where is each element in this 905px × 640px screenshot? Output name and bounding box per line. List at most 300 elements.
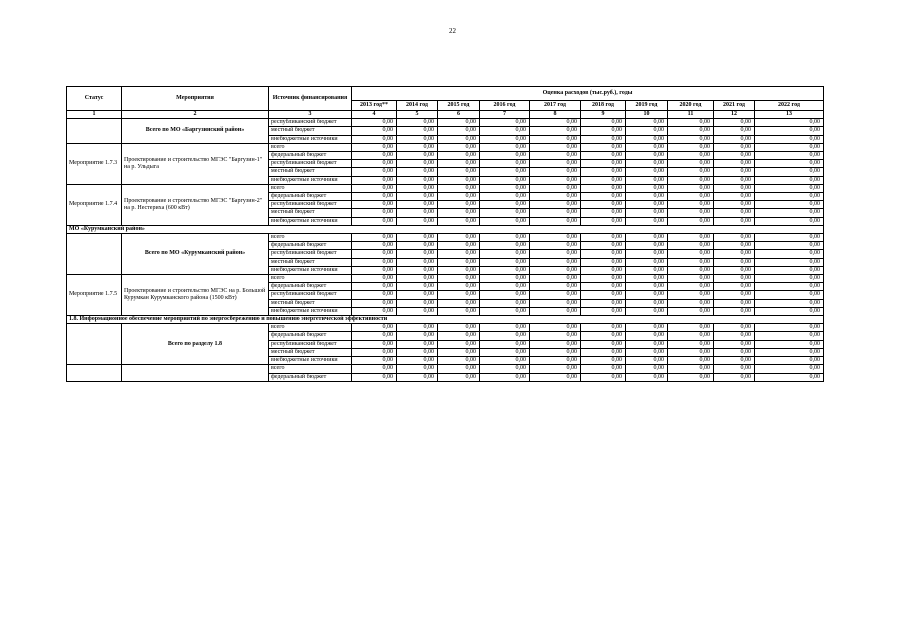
value-cell: 0,00 [714, 152, 755, 160]
column-number: 2 [122, 111, 269, 119]
value-cell: 0,00 [352, 332, 397, 340]
value-cell: 0,00 [530, 176, 581, 184]
value-cell: 0,00 [668, 348, 714, 356]
value-cell: 0,00 [438, 234, 480, 242]
value-cell: 0,00 [581, 217, 626, 225]
source-cell: республиканский бюджет [269, 250, 352, 258]
value-cell: 0,00 [480, 217, 530, 225]
value-cell: 0,00 [480, 258, 530, 266]
header-year: 2021 год [714, 101, 755, 111]
value-cell: 0,00 [397, 242, 438, 250]
activity-cell: Всего по МО «Курумканский район» [122, 234, 269, 275]
value-cell: 0,00 [352, 184, 397, 192]
column-number: 4 [352, 111, 397, 119]
value-cell: 0,00 [480, 348, 530, 356]
source-cell: внебюджетные источники [269, 307, 352, 315]
value-cell: 0,00 [714, 201, 755, 209]
value-cell: 0,00 [668, 365, 714, 373]
value-cell: 0,00 [755, 176, 824, 184]
value-cell: 0,00 [352, 348, 397, 356]
source-cell: местный бюджет [269, 127, 352, 135]
value-cell: 0,00 [397, 283, 438, 291]
header-year: 2019 год [626, 101, 668, 111]
value-cell: 0,00 [668, 217, 714, 225]
value-cell: 0,00 [438, 160, 480, 168]
value-cell: 0,00 [480, 357, 530, 365]
value-cell: 0,00 [755, 348, 824, 356]
value-cell: 0,00 [626, 176, 668, 184]
value-cell: 0,00 [581, 242, 626, 250]
value-cell: 0,00 [755, 357, 824, 365]
column-number: 13 [755, 111, 824, 119]
value-cell: 0,00 [480, 135, 530, 143]
value-cell: 0,00 [581, 307, 626, 315]
status-cell [67, 234, 122, 275]
column-number: 12 [714, 111, 755, 119]
value-cell: 0,00 [352, 242, 397, 250]
value-cell: 0,00 [438, 217, 480, 225]
value-cell: 0,00 [480, 176, 530, 184]
value-cell: 0,00 [397, 258, 438, 266]
value-cell: 0,00 [714, 275, 755, 283]
column-number: 3 [269, 111, 352, 119]
header-source: Источник финансирования [269, 87, 352, 111]
activity-cell: Проектирование и строительство МГЭС на р. Большой Курумкан Курумканского района (1500 кВт) [122, 275, 269, 316]
value-cell: 0,00 [352, 201, 397, 209]
value-cell: 0,00 [352, 152, 397, 160]
value-cell: 0,00 [581, 209, 626, 217]
value-cell: 0,00 [668, 152, 714, 160]
value-cell: 0,00 [480, 373, 530, 381]
value-cell: 0,00 [480, 307, 530, 315]
value-cell: 0,00 [626, 217, 668, 225]
value-cell: 0,00 [626, 209, 668, 217]
value-cell: 0,00 [530, 209, 581, 217]
value-cell: 0,00 [530, 258, 581, 266]
value-cell: 0,00 [714, 143, 755, 151]
value-cell: 0,00 [714, 119, 755, 127]
value-cell: 0,00 [581, 275, 626, 283]
value-cell: 0,00 [581, 127, 626, 135]
value-cell: 0,00 [530, 135, 581, 143]
source-cell: республиканский бюджет [269, 160, 352, 168]
value-cell: 0,00 [480, 299, 530, 307]
value-cell: 0,00 [626, 291, 668, 299]
value-cell: 0,00 [397, 324, 438, 332]
value-cell: 0,00 [668, 307, 714, 315]
section-row [67, 225, 824, 233]
value-cell: 0,00 [352, 135, 397, 143]
value-cell: 0,00 [352, 250, 397, 258]
value-cell: 0,00 [755, 143, 824, 151]
source-cell: федеральный бюджет [269, 373, 352, 381]
value-cell: 0,00 [480, 209, 530, 217]
value-cell: 0,00 [480, 365, 530, 373]
value-cell: 0,00 [755, 299, 824, 307]
value-cell: 0,00 [480, 324, 530, 332]
table-row [67, 365, 824, 373]
value-cell: 0,00 [352, 266, 397, 274]
value-cell: 0,00 [581, 299, 626, 307]
value-cell: 0,00 [352, 373, 397, 381]
value-cell: 0,00 [352, 217, 397, 225]
value-cell: 0,00 [352, 209, 397, 217]
value-cell: 0,00 [668, 168, 714, 176]
source-cell: всего [269, 275, 352, 283]
source-cell: внебюджетные источники [269, 176, 352, 184]
value-cell: 0,00 [480, 127, 530, 135]
value-cell: 0,00 [755, 217, 824, 225]
value-cell: 0,00 [438, 340, 480, 348]
value-cell: 0,00 [530, 193, 581, 201]
value-cell: 0,00 [581, 168, 626, 176]
value-cell: 0,00 [626, 168, 668, 176]
value-cell: 0,00 [352, 176, 397, 184]
value-cell: 0,00 [397, 266, 438, 274]
status-cell [67, 324, 122, 365]
value-cell: 0,00 [397, 143, 438, 151]
value-cell: 0,00 [397, 250, 438, 258]
value-cell: 0,00 [530, 234, 581, 242]
value-cell: 0,00 [530, 152, 581, 160]
column-number: 7 [480, 111, 530, 119]
value-cell: 0,00 [581, 135, 626, 143]
table-row [67, 324, 824, 332]
value-cell: 0,00 [480, 250, 530, 258]
source-cell: республиканский бюджет [269, 340, 352, 348]
header-year: 2018 год [581, 101, 626, 111]
value-cell: 0,00 [352, 324, 397, 332]
value-cell: 0,00 [714, 348, 755, 356]
status-cell [67, 119, 122, 144]
value-cell: 0,00 [397, 299, 438, 307]
value-cell: 0,00 [714, 209, 755, 217]
value-cell: 0,00 [626, 299, 668, 307]
value-cell: 0,00 [755, 275, 824, 283]
value-cell: 0,00 [755, 201, 824, 209]
value-cell: 0,00 [530, 291, 581, 299]
value-cell: 0,00 [714, 250, 755, 258]
value-cell: 0,00 [438, 184, 480, 192]
value-cell: 0,00 [438, 283, 480, 291]
value-cell: 0,00 [530, 201, 581, 209]
source-cell: республиканский бюджет [269, 291, 352, 299]
value-cell: 0,00 [626, 258, 668, 266]
value-cell: 0,00 [397, 234, 438, 242]
value-cell: 0,00 [438, 119, 480, 127]
column-number: 6 [438, 111, 480, 119]
value-cell: 0,00 [438, 299, 480, 307]
value-cell: 0,00 [530, 168, 581, 176]
value-cell: 0,00 [714, 307, 755, 315]
value-cell: 0,00 [755, 168, 824, 176]
source-cell: федеральный бюджет [269, 283, 352, 291]
value-cell: 0,00 [668, 193, 714, 201]
value-cell: 0,00 [581, 348, 626, 356]
value-cell: 0,00 [530, 340, 581, 348]
value-cell: 0,00 [530, 365, 581, 373]
budget-table-wrapper [66, 86, 823, 382]
value-cell: 0,00 [352, 291, 397, 299]
value-cell: 0,00 [755, 324, 824, 332]
value-cell: 0,00 [480, 160, 530, 168]
value-cell: 0,00 [352, 307, 397, 315]
value-cell: 0,00 [352, 299, 397, 307]
value-cell: 0,00 [714, 332, 755, 340]
value-cell: 0,00 [668, 258, 714, 266]
value-cell: 0,00 [626, 143, 668, 151]
value-cell: 0,00 [352, 143, 397, 151]
value-cell: 0,00 [668, 250, 714, 258]
value-cell: 0,00 [581, 234, 626, 242]
value-cell: 0,00 [530, 217, 581, 225]
column-number: 9 [581, 111, 626, 119]
budget-table [66, 86, 824, 382]
value-cell: 0,00 [755, 234, 824, 242]
value-cell: 0,00 [480, 152, 530, 160]
value-cell: 0,00 [397, 127, 438, 135]
value-cell: 0,00 [438, 365, 480, 373]
value-cell: 0,00 [714, 135, 755, 143]
value-cell: 0,00 [352, 168, 397, 176]
value-cell: 0,00 [581, 291, 626, 299]
column-number: 11 [668, 111, 714, 119]
value-cell: 0,00 [626, 283, 668, 291]
value-cell: 0,00 [668, 291, 714, 299]
source-cell: внебюджетные источники [269, 135, 352, 143]
value-cell: 0,00 [581, 283, 626, 291]
value-cell: 0,00 [626, 193, 668, 201]
value-cell: 0,00 [581, 193, 626, 201]
value-cell: 0,00 [352, 340, 397, 348]
value-cell: 0,00 [581, 258, 626, 266]
value-cell: 0,00 [755, 250, 824, 258]
source-cell: всего [269, 143, 352, 151]
value-cell: 0,00 [397, 348, 438, 356]
section-title: МО «Курумканский район» [67, 225, 824, 233]
value-cell: 0,00 [755, 373, 824, 381]
value-cell: 0,00 [438, 250, 480, 258]
value-cell: 0,00 [438, 307, 480, 315]
value-cell: 0,00 [581, 152, 626, 160]
value-cell: 0,00 [668, 119, 714, 127]
value-cell: 0,00 [668, 135, 714, 143]
value-cell: 0,00 [397, 217, 438, 225]
value-cell: 0,00 [438, 357, 480, 365]
value-cell: 0,00 [755, 258, 824, 266]
value-cell: 0,00 [581, 357, 626, 365]
source-cell: федеральный бюджет [269, 242, 352, 250]
value-cell: 0,00 [581, 119, 626, 127]
header-year: 2015 год [438, 101, 480, 111]
value-cell: 0,00 [480, 332, 530, 340]
value-cell: 0,00 [530, 184, 581, 192]
value-cell: 0,00 [626, 365, 668, 373]
source-cell: местный бюджет [269, 209, 352, 217]
value-cell: 0,00 [714, 266, 755, 274]
value-cell: 0,00 [397, 201, 438, 209]
column-number-row [67, 111, 824, 119]
value-cell: 0,00 [438, 291, 480, 299]
value-cell: 0,00 [581, 365, 626, 373]
value-cell: 0,00 [397, 373, 438, 381]
value-cell: 0,00 [352, 357, 397, 365]
value-cell: 0,00 [480, 201, 530, 209]
source-cell: всего [269, 184, 352, 192]
value-cell: 0,00 [755, 332, 824, 340]
value-cell: 0,00 [397, 135, 438, 143]
value-cell: 0,00 [352, 193, 397, 201]
value-cell: 0,00 [755, 209, 824, 217]
value-cell: 0,00 [397, 275, 438, 283]
value-cell: 0,00 [714, 357, 755, 365]
value-cell: 0,00 [714, 258, 755, 266]
value-cell: 0,00 [581, 184, 626, 192]
source-cell: внебюджетные источники [269, 266, 352, 274]
value-cell: 0,00 [714, 291, 755, 299]
value-cell: 0,00 [438, 193, 480, 201]
status-cell: Мероприятие 1.7.5 [67, 275, 122, 316]
table-row [67, 234, 824, 242]
value-cell: 0,00 [530, 357, 581, 365]
value-cell: 0,00 [438, 348, 480, 356]
value-cell: 0,00 [668, 143, 714, 151]
value-cell: 0,00 [397, 160, 438, 168]
value-cell: 0,00 [755, 119, 824, 127]
value-cell: 0,00 [438, 152, 480, 160]
value-cell: 0,00 [352, 234, 397, 242]
value-cell: 0,00 [530, 307, 581, 315]
value-cell: 0,00 [480, 234, 530, 242]
value-cell: 0,00 [755, 184, 824, 192]
value-cell: 0,00 [581, 201, 626, 209]
value-cell: 0,00 [626, 127, 668, 135]
value-cell: 0,00 [668, 127, 714, 135]
value-cell: 0,00 [530, 332, 581, 340]
value-cell: 0,00 [530, 143, 581, 151]
value-cell: 0,00 [352, 119, 397, 127]
column-number: 1 [67, 111, 122, 119]
value-cell: 0,00 [668, 209, 714, 217]
value-cell: 0,00 [397, 209, 438, 217]
value-cell: 0,00 [397, 119, 438, 127]
activity-cell: Проектирование и строительство МГЭС "Баргузин-1" на р. Ульдыга [122, 143, 269, 184]
value-cell: 0,00 [668, 275, 714, 283]
source-cell: местный бюджет [269, 258, 352, 266]
value-cell: 0,00 [352, 365, 397, 373]
value-cell: 0,00 [397, 365, 438, 373]
value-cell: 0,00 [626, 373, 668, 381]
value-cell: 0,00 [530, 127, 581, 135]
value-cell: 0,00 [397, 307, 438, 315]
value-cell: 0,00 [480, 340, 530, 348]
source-cell: всего [269, 234, 352, 242]
value-cell: 0,00 [626, 184, 668, 192]
value-cell: 0,00 [714, 283, 755, 291]
value-cell: 0,00 [755, 242, 824, 250]
value-cell: 0,00 [714, 193, 755, 201]
value-cell: 0,00 [755, 365, 824, 373]
value-cell: 0,00 [668, 373, 714, 381]
source-cell: всего [269, 324, 352, 332]
value-cell: 0,00 [626, 332, 668, 340]
table-row [67, 184, 824, 192]
header-year: 2013 год** [352, 101, 397, 111]
value-cell: 0,00 [755, 291, 824, 299]
value-cell: 0,00 [668, 324, 714, 332]
value-cell: 0,00 [352, 258, 397, 266]
value-cell: 0,00 [714, 127, 755, 135]
value-cell: 0,00 [755, 283, 824, 291]
value-cell: 0,00 [438, 201, 480, 209]
source-cell: федеральный бюджет [269, 332, 352, 340]
source-cell: республиканский бюджет [269, 119, 352, 127]
value-cell: 0,00 [530, 160, 581, 168]
value-cell: 0,00 [530, 119, 581, 127]
value-cell: 0,00 [438, 135, 480, 143]
value-cell: 0,00 [626, 357, 668, 365]
value-cell: 0,00 [626, 201, 668, 209]
value-cell: 0,00 [397, 184, 438, 192]
table-row [67, 119, 824, 127]
value-cell: 0,00 [755, 340, 824, 348]
value-cell: 0,00 [668, 184, 714, 192]
value-cell: 0,00 [438, 176, 480, 184]
header-year: 2022 год [755, 101, 824, 111]
source-cell: федеральный бюджет [269, 193, 352, 201]
value-cell: 0,00 [530, 242, 581, 250]
value-cell: 0,00 [581, 340, 626, 348]
table-body [67, 119, 824, 382]
value-cell: 0,00 [755, 266, 824, 274]
source-cell: местный бюджет [269, 348, 352, 356]
value-cell: 0,00 [397, 176, 438, 184]
value-cell: 0,00 [352, 275, 397, 283]
value-cell: 0,00 [668, 266, 714, 274]
value-cell: 0,00 [626, 324, 668, 332]
value-cell: 0,00 [480, 193, 530, 201]
value-cell: 0,00 [397, 357, 438, 365]
value-cell: 0,00 [480, 275, 530, 283]
source-cell: всего [269, 365, 352, 373]
value-cell: 0,00 [668, 357, 714, 365]
value-cell: 0,00 [397, 332, 438, 340]
value-cell: 0,00 [397, 168, 438, 176]
value-cell: 0,00 [626, 250, 668, 258]
status-cell: Мероприятие 1.7.3 [67, 143, 122, 184]
value-cell: 0,00 [714, 324, 755, 332]
value-cell: 0,00 [530, 283, 581, 291]
value-cell: 0,00 [397, 291, 438, 299]
value-cell: 0,00 [530, 324, 581, 332]
value-cell: 0,00 [626, 340, 668, 348]
header-status: Статус [67, 87, 122, 111]
value-cell: 0,00 [480, 291, 530, 299]
value-cell: 0,00 [480, 168, 530, 176]
header-estimate: Оценка расходов (тыс.руб.), годы [352, 87, 824, 101]
activity-cell: Всего по разделу 1.8 [122, 324, 269, 365]
value-cell: 0,00 [626, 266, 668, 274]
value-cell: 0,00 [626, 119, 668, 127]
status-cell: Мероприятие 1.7.4 [67, 184, 122, 225]
activity-cell: Всего по МО «Баргузинский район» [122, 119, 269, 144]
value-cell: 0,00 [397, 152, 438, 160]
header-year: 2020 год [668, 101, 714, 111]
value-cell: 0,00 [397, 340, 438, 348]
value-cell: 0,00 [714, 168, 755, 176]
value-cell: 0,00 [626, 242, 668, 250]
value-cell: 0,00 [397, 193, 438, 201]
